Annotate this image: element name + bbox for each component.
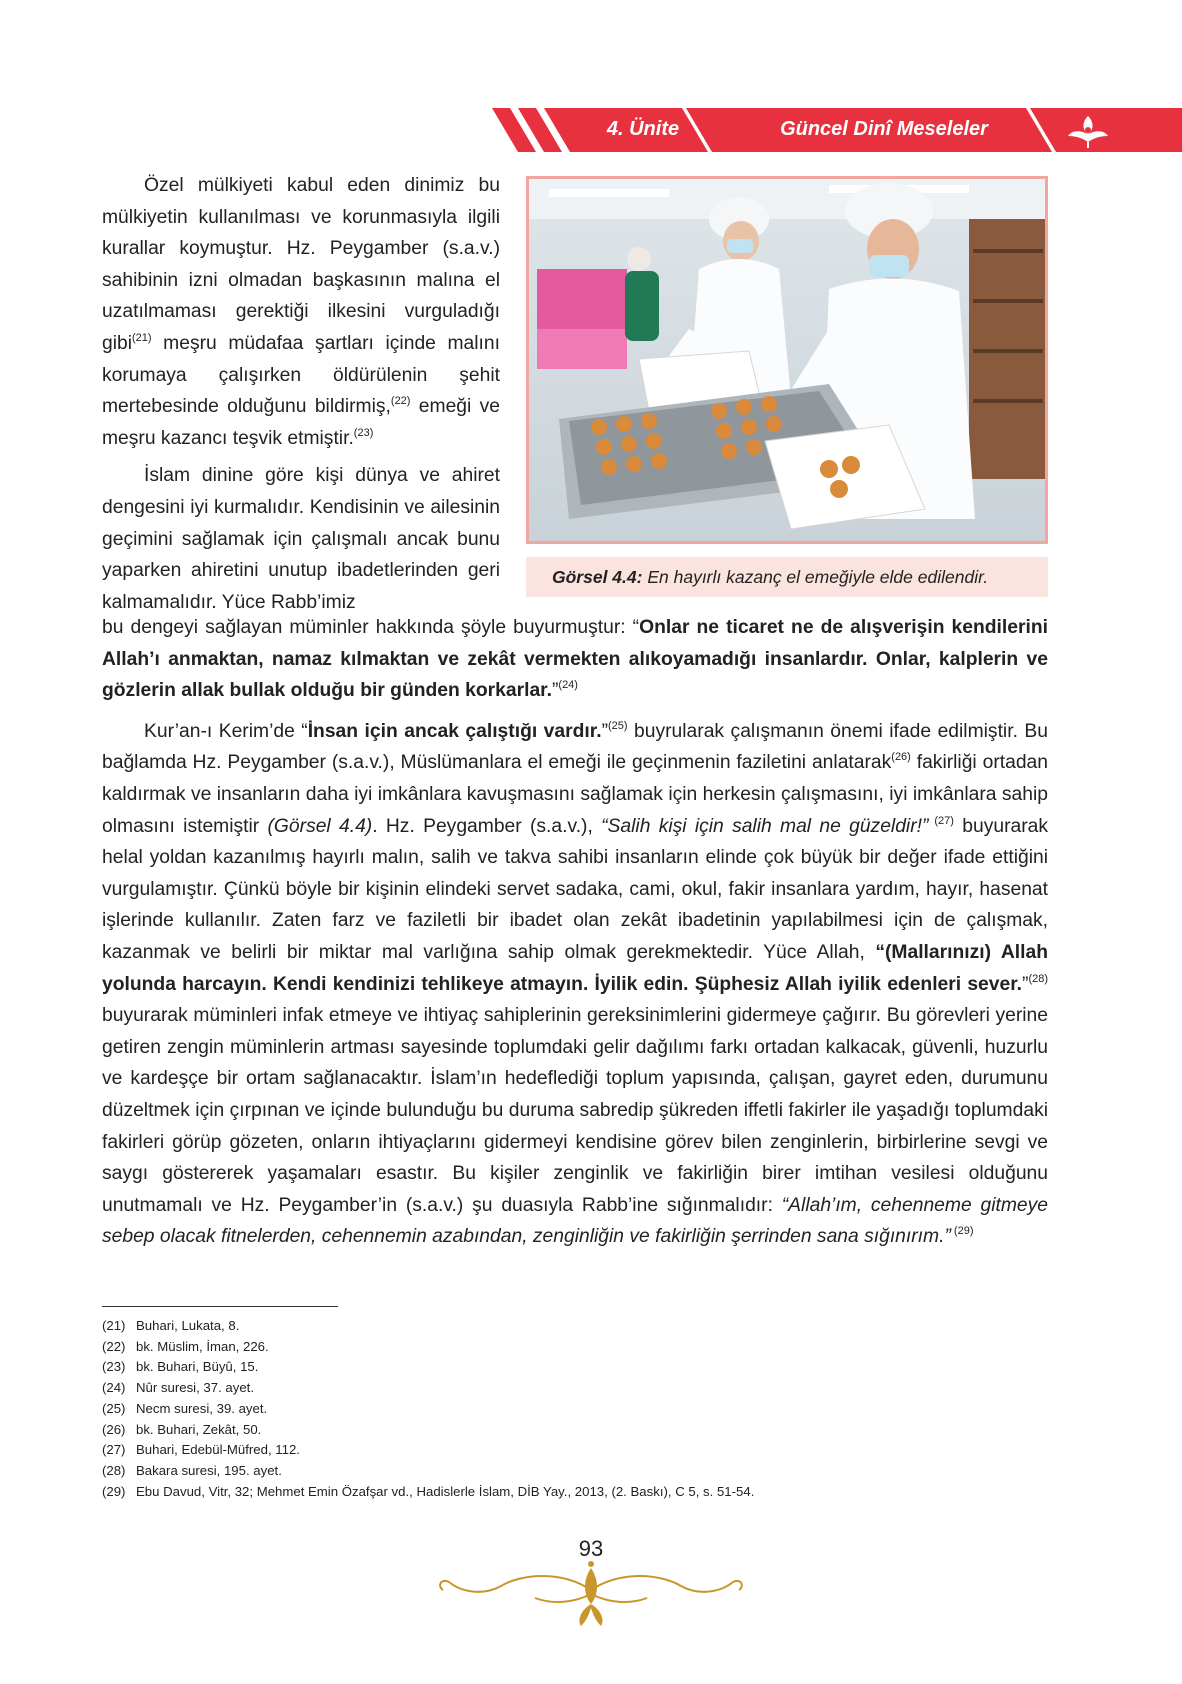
page-number: 93	[578, 1536, 604, 1561]
footnote-divider	[102, 1306, 338, 1307]
decorative-flourish-icon	[431, 1560, 751, 1630]
full-width-text	[102, 612, 1048, 1253]
footnote-23: (23) bk. Buhari, Büyû, 15.	[102, 1359, 259, 1375]
figure-caption	[526, 557, 1048, 597]
footnote-25: (25) Necm suresi, 39. ayet.	[102, 1400, 268, 1416]
footnote-22: (22) bk. Müslim, İman, 226.	[102, 1338, 269, 1354]
paragraph-work-importance: Kur’an-ı Kerim’de “İnsan için ancak çalıştığı vardır.”$^{(25)}$ buyrularak çalışmanın önemi ifade edilmiştir. Bu bağlamda Hz. Peygamber (s.a.v.), Müslümanlara el emeği ile geçinmenin faziletini anlatarak$^{(26)}$ fakirliği ortadan kaldırmak ve insanların daha iyi imkânlara kavuşmasını sağlamak için herkesin çalışmasını, iyi imkânlara sahip olmasını istemiştir (Görsel 4.4). Hz. Peygamber (s.a.v.), “Salih kişi için salih mal ne güzeldir!” $^{(27)}$ buyurarak helal yoldan kazanılmış hayırlı malın, salih ve takva sahibi insanların elinde çok büyük bir değer ifade ettiğini vurgulamıştır. Çünkü böyle bir kişinin elindeki servet sadaka, cami, okul, fakir insanlara yardım, hayır, hasenat işlerinde kullanılır. Zaten farz ve faziletli bir ibadet olan zekât ibadetinin yapılabilmesi için de çalışmak, kazanmak ve belirli bir miktar mal varlığına sahip olmak gerekmektedir. Yüce Allah, “(Mallarınızı) Allah yolunda harcayın. Kendi kendinizi tehlikeye atmayın. İyilik edin. Şüphesiz Allah iyilik edenleri sever.”$^{(28)}$ buyurarak müminleri infak etmeye ve ihtiyaç sahiplerinin gereksinimlerini gidermeye çağırır. Bu görevleri yerine getiren zengin müminlerin artması sayesinde toplumdaki gelir dağılımı farkı ortadan kalkacak, güvenli, huzurlu ve kardeşçe bir ortam sağlanacaktır. İslam’ın hedeflediği toplum yapısında, çalışan, gayret eden, durumunu düzeltmek için çırpınan ve içinde bulunduğu bu duruma sabredip şükreden iffetli fakirler ile yaşadığı toplumdaki fakirleri görüp gözeten, onların ihtiyaçlarını gidermeyi kendisine görev bilen zenginlerin, birbirlerine sevgi ve saygı göstererek yaşamaları esastır. Bu kişiler zenginlik ve fakirliğin birer imtihan vesilesi olduğunu unutmamalı ve Hz. Peygamber’in (s.a.v.) şu duasıyla Rabb’ine sığınmalıdır: “Allah’ım, cehenneme gitmeye sebep olacak fitnelerden, cehennemin azabından, zenginliğin ve fakirliğin şerrinden sana sığınırım.” $^{(29)}$	[102, 719, 1048, 1248]
bakery-workers-photo	[526, 176, 1048, 544]
footnote-26: (26) bk. Buhari, Zekât, 50.	[102, 1421, 262, 1437]
chapter-banner	[492, 108, 1182, 152]
figure-caption-text: En hayırlı kazanç el emeğiyle elde edilendir.	[642, 567, 989, 587]
paragraph-balance: İslam dinine göre kişi dünya ve ahiret dengesini iyi kurmalıdır. Kendisinin ve ailesinin geçimini sağlamak için çalışmalı ancak bunu yaparken ahiretini unutup ibadetlerinden geri kalmamalıdır. Yüce Rabb’imiz	[102, 465, 500, 613]
paragraph-private-property: Özel mülkiyeti kabul eden dinimiz bu mülkiyetin kullanılması ve korunmasıyla ilgili kurallar koymuştur. Hz. Peygamber (s.a.v.) sahibinin izni olmadan başkasının malına el uzatılmaması gerektiği ilkesini vurguladığı gibi$^{(21)}$ meşru müdafaa şartları içinde malını korumaya çalışırken öldürülenin şehit mertebesinde olduğunu bildirmiş,$^{(22)}$ emeği ve meşru kazancı teşvik etmiştir.$^{(23)}$	[102, 175, 501, 449]
tulip-ornament-icon	[1058, 108, 1118, 152]
footnote-21: (21) Buhari, Lukata, 8.	[102, 1318, 240, 1333]
figure-label: Görsel 4.4:	[552, 567, 643, 587]
unit-label: 4. Ünite	[606, 118, 680, 140]
photo-illustration	[529, 179, 1045, 541]
footnote-28: (28) Bakara suresi, 195. ayet.	[102, 1462, 282, 1478]
chapter-title: Güncel Dinî Meseleler	[780, 118, 988, 140]
footnote-29: (29) Ebu Davud, Vitr, 32; Mehmet Emin Özafşar vd., Hadislerle İslam, DİB Yay., 2013, (2. Baskı), C 5, s. 51-54.	[102, 1483, 755, 1499]
footnotes	[102, 1316, 1002, 1502]
footnote-24: (24) Nûr suresi, 37. ayet.	[102, 1380, 255, 1396]
footnote-27: (27) Buhari, Edebül-Müfred, 112.	[102, 1442, 300, 1458]
left-column	[102, 170, 500, 618]
paragraph-balance-continued: bu dengeyi sağlayan müminler hakkında şöyle buyurmuştur: “Onlar ne ticaret ne de alışverişin kendilerini Allah’ı anmaktan, namaz kılmaktan ve zekât vermekten alıkoyamadığı insanlardır. Onlar, kalplerin ve gözlerin allak bullak olduğu bir günden korkarlar.”$^{(24)}$	[102, 617, 1048, 702]
